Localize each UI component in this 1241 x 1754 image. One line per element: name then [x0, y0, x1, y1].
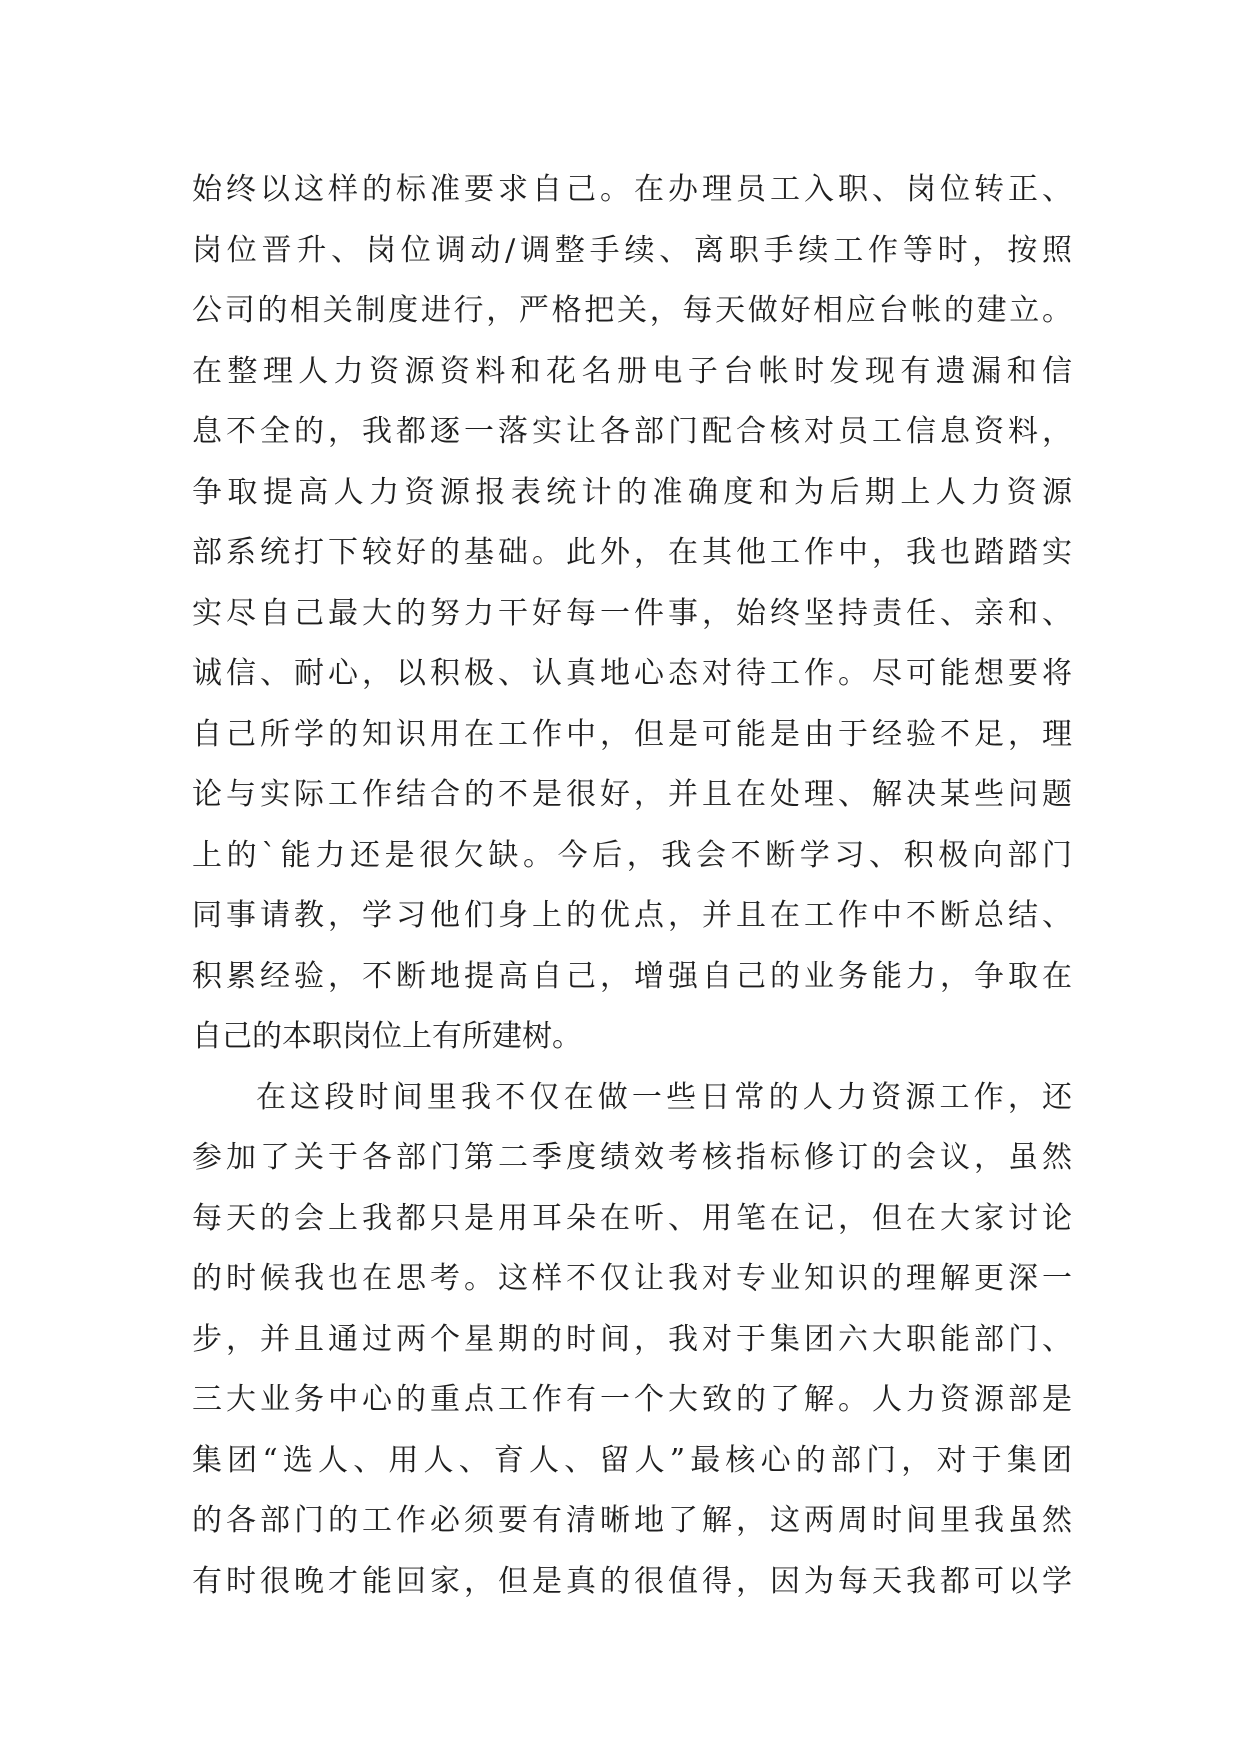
text-line: 息不全的，我都逐一落实让各部门配合核对员工信息资料， — [192, 414, 1072, 449]
text-line: 积累经验，不断地提高自己，增强自己的业务能力，争取在 — [192, 958, 1072, 994]
text-line: 岗位晋升、岗位调动/调整手续、离职手续工作等时，按照 — [192, 232, 1072, 268]
text-line: 参加了关于各部门第二季度绩效考核指标修订的会议，虽然 — [192, 1140, 1072, 1175]
text-line: 有时很晚才能回家，但是真的很值得，因为每天我都可以学 — [192, 1563, 1072, 1599]
text-line: 公司的相关制度进行，严格把关，每天做好相应台帐的建立。 — [192, 293, 1072, 328]
text-line: 上的`能力还是很欠缺。今后，我会不断学习、积极向部门 — [192, 837, 1072, 873]
text-line: 的时候我也在思考。这样不仅让我对专业知识的理解更深一 — [192, 1261, 1072, 1296]
text-line: 实尽自己最大的努力干好每一件事，始终坚持责任、亲和、 — [192, 595, 1072, 631]
text-line: 步，并且通过两个星期的时间，我对于集团六大职能部门、 — [192, 1321, 1072, 1357]
text-line: 集团“选人、用人、育人、留人”最核心的部门，对于集团 — [192, 1442, 1072, 1478]
text-line: 三大业务中心的重点工作有一个大致的了解。人力资源部是 — [192, 1382, 1072, 1417]
text-line: 自己的本职岗位上有所建树。 — [192, 1019, 582, 1054]
document-body — [192, 160, 1072, 1612]
text-line: 的各部门的工作必须要有清晰地了解，这两周时间里我虽然 — [192, 1503, 1072, 1538]
paragraph-1 — [192, 160, 1072, 1068]
text-line: 部系统打下较好的基础。此外，在其他工作中，我也踏踏实 — [192, 535, 1072, 570]
text-line: 在这段时间里我不仅在做一些日常的人力资源工作，还 — [256, 1079, 1072, 1115]
text-line: 始终以这样的标准要求自己。在办理员工入职、岗位转正、 — [192, 172, 1072, 207]
text-line: 自己所学的知识用在工作中，但是可能是由于经验不足，理 — [192, 716, 1072, 752]
text-line: 论与实际工作结合的不是很好，并且在处理、解决某些问题 — [192, 777, 1072, 812]
text-line: 在整理人力资源资料和花名册电子台帐时发现有遗漏和信 — [192, 353, 1072, 389]
text-line: 诚信、耐心，以积极、认真地心态对待工作。尽可能想要将 — [192, 656, 1072, 691]
paragraph-2 — [192, 1068, 1072, 1613]
text-line: 同事请教，学习他们身上的优点，并且在工作中不断总结、 — [192, 898, 1072, 933]
text-line: 每天的会上我都只是用耳朵在听、用笔在记，但在大家讨论 — [192, 1200, 1072, 1236]
text-line: 争取提高人力资源报表统计的准确度和为后期上人力资源 — [192, 474, 1072, 510]
